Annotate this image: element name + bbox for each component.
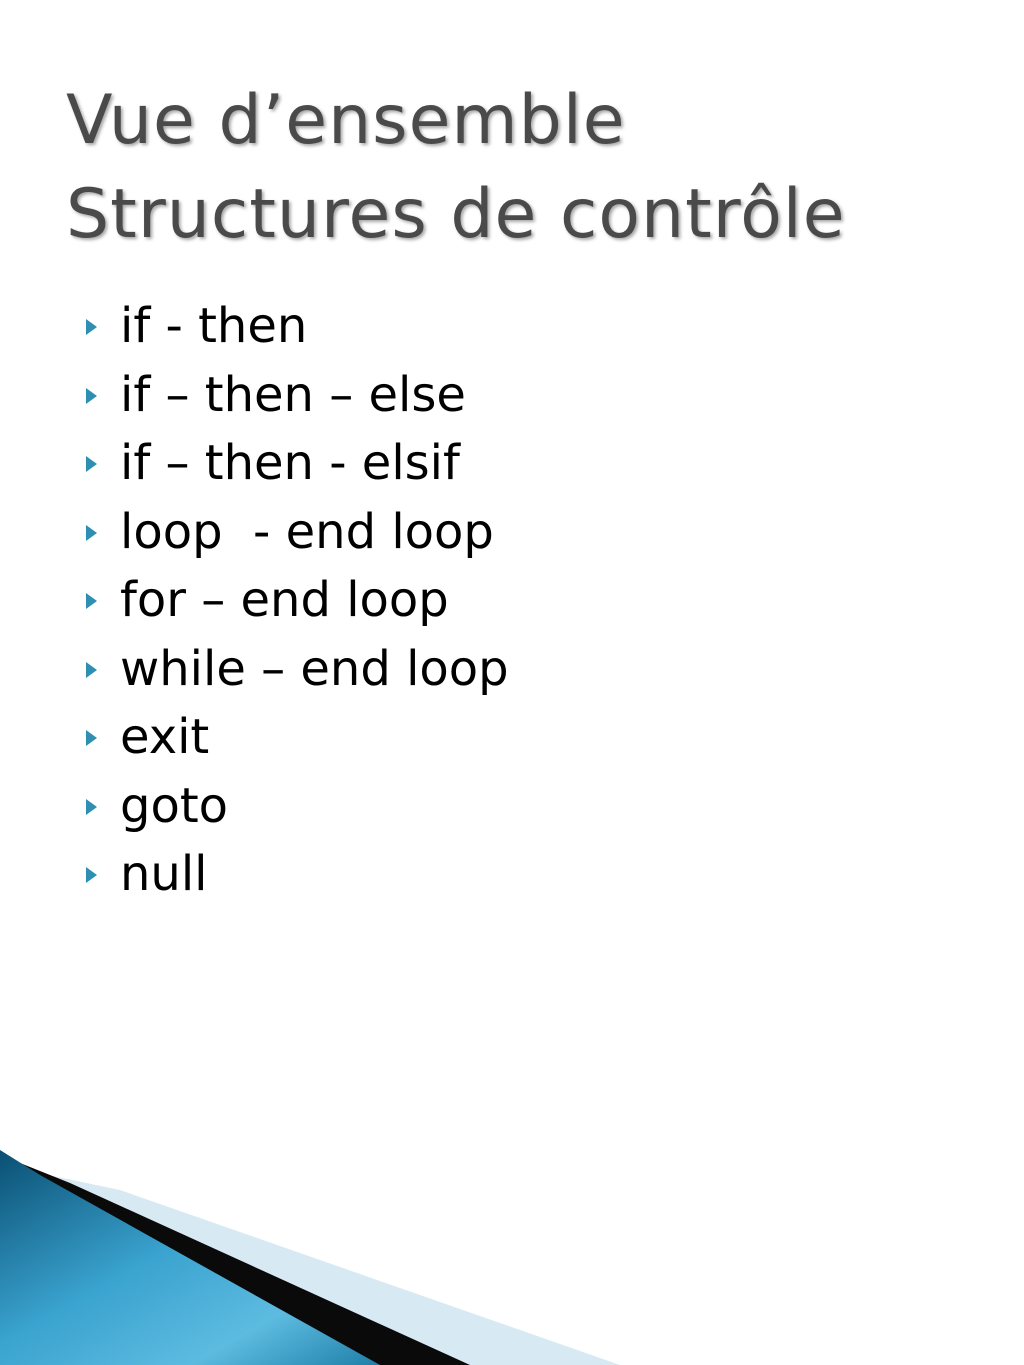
list-item-label: if – then - elsif xyxy=(120,435,460,491)
list-item-label: goto xyxy=(120,777,229,834)
triangle-right-icon xyxy=(86,525,97,541)
triangle-right-icon xyxy=(86,593,97,609)
list-item-label: while – end loop xyxy=(120,640,509,697)
list-item-label: if – then – else xyxy=(120,366,466,423)
list-item-label: if - then xyxy=(120,298,308,354)
title-line-1: Vue d’ensemble xyxy=(66,81,626,160)
triangle-right-icon xyxy=(86,799,97,815)
list-item-label: exit xyxy=(120,709,210,765)
triangle-right-icon xyxy=(86,662,97,678)
list-item-label: null xyxy=(120,846,208,902)
triangle-right-icon xyxy=(86,867,97,883)
triangle-right-icon xyxy=(86,319,97,335)
slide-title xyxy=(66,74,846,262)
triangle-right-icon xyxy=(86,388,97,404)
triangle-right-icon xyxy=(86,456,97,472)
triangle-right-icon xyxy=(86,730,97,746)
list-item-label: loop - end loop xyxy=(120,503,494,560)
list-item-label: for – end loop xyxy=(120,572,449,628)
title-line-2: Structures de contrôle xyxy=(66,175,846,254)
corner-decoration xyxy=(0,1145,1024,1365)
